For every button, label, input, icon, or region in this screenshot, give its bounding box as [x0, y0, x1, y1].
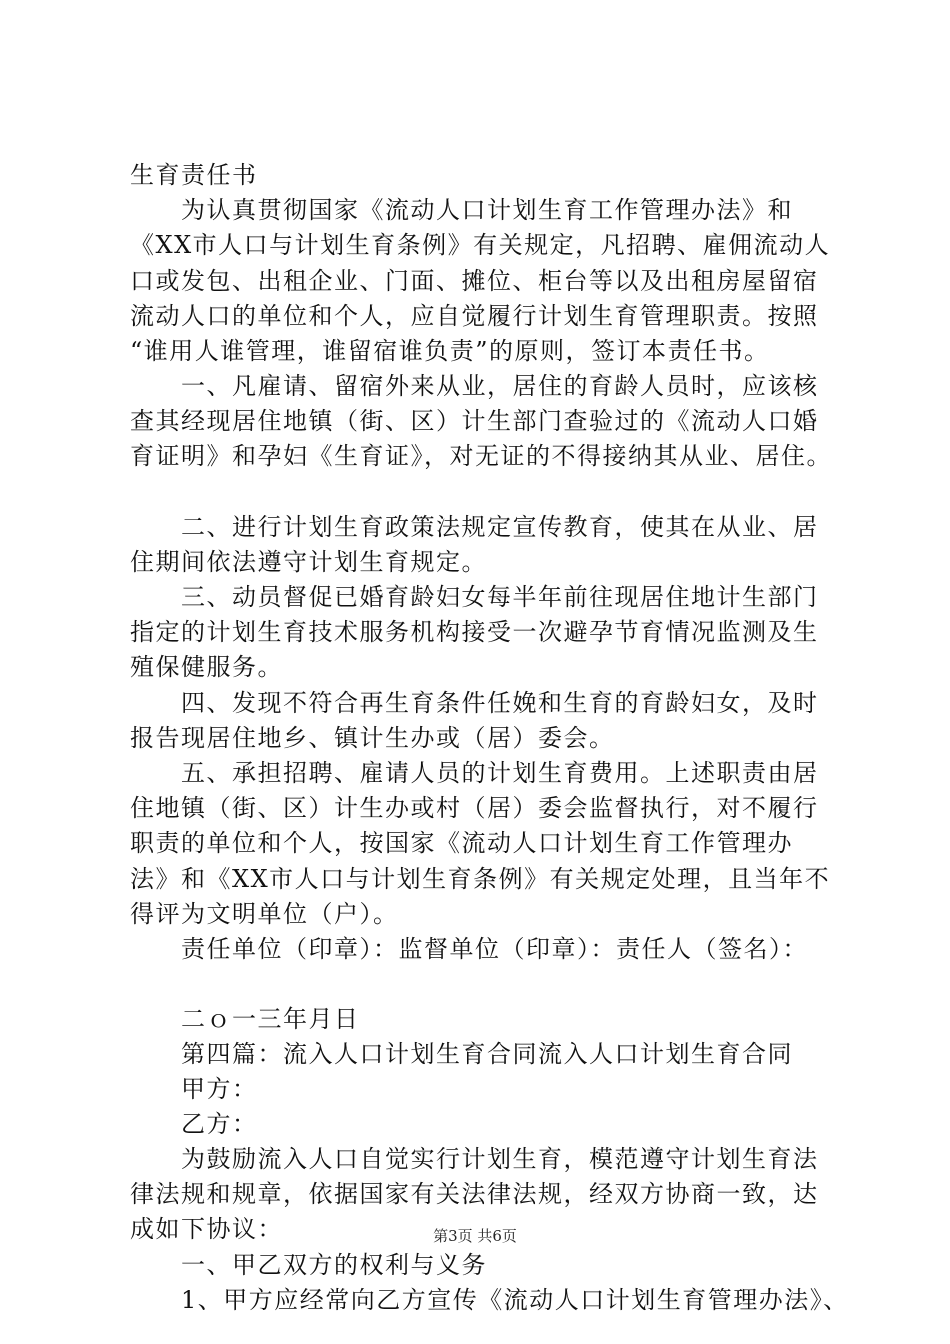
paragraph-line: 一、凡雇请、留宿外来从业，居住的育龄人员时，应该核 [130, 372, 819, 400]
paragraph-line: 口或发包、出租企业、门面、摊位、柜台等以及出租房屋留宿 [130, 267, 819, 295]
paragraph-line: 三、动员督促已婚育龄妇女每半年前往现居住地计生部门 [130, 583, 819, 611]
paragraph-line: “谁用人谁管理，谁留宿谁负责”的原则，签订本责任书。 [130, 337, 770, 365]
paragraph-line: 为认真贯彻国家《流动人口计划生育工作管理办法》和 [130, 196, 793, 224]
section-heading: 第四篇：流入人口计划生育合同流入人口计划生育合同 [130, 1040, 793, 1068]
paragraph-line: 住地镇（街、区）计生办或村（居）委会监督执行，对不履行 [130, 794, 819, 822]
paragraph-line: 《XX市人口与计划生育条例》有关规定，凡招聘、雇佣流动人 [130, 231, 831, 259]
paragraph-line: 殖保健服务。 [130, 653, 283, 681]
paragraph-line: 指定的计划生育技术服务机构接受一次避孕节育情况监测及生 [130, 618, 819, 646]
party-a-line: 甲方： [130, 1075, 258, 1103]
paragraph-line: 成如下协议： [130, 1215, 283, 1243]
paragraph-line: 流动人口的单位和个人，应自觉履行计划生育管理职责。按照 [130, 302, 819, 330]
paragraph-line: 四、发现不符合再生育条件任娩和生育的育龄妇女，及时 [130, 689, 819, 717]
paragraph-line: 二、进行计划生育政策法规定宣传教育，使其在从业、居 [130, 513, 819, 541]
paragraph-line: 为鼓励流入人口自觉实行计划生育，模范遵守计划生育法 [130, 1145, 819, 1173]
page-number-footer: 第3页 共6页 [433, 1227, 517, 1245]
clause-heading: 一、甲乙双方的权利与义务 [130, 1251, 487, 1279]
paragraph-line: 律法规和规章，依据国家有关法律法规，经双方协商一致，达 [130, 1180, 819, 1208]
paragraph-line: 职责的单位和个人，按国家《流动人口计划生育工作管理办 [130, 829, 793, 857]
paragraph-line: 住期间依法遵守计划生育规定。 [130, 548, 487, 576]
paragraph-line: 得评为文明单位（户）。 [130, 900, 399, 928]
clause-line: 1、甲方应经常向乙方宣传《流动人口计划生育管理办法》、 [130, 1286, 849, 1314]
date-line: 二ｏ一三年月日 [130, 1005, 360, 1033]
paragraph-line: 五、承担招聘、雇请人员的计划生育费用。上述职责由居 [130, 759, 819, 787]
paragraph-line: 报告现居住地乡、镇计生办或（居）委会。 [130, 724, 615, 752]
paragraph-line: 查其经现居住地镇（街、区）计生部门查验过的《流动人口婚 [130, 407, 819, 435]
section-title: 生育责任书 [130, 161, 258, 189]
paragraph-line: 法》和《XX市人口与计划生育条例》有关规定处理，且当年不 [130, 865, 831, 893]
paragraph-line: 育证明》和孕妇《生育证》，对无证的不得接纳其从业、居住。 [130, 442, 832, 470]
signature-line: 责任单位（印章）：监督单位（印章）：责任人（签名）： [130, 935, 808, 963]
party-b-line: 乙方： [130, 1110, 258, 1138]
